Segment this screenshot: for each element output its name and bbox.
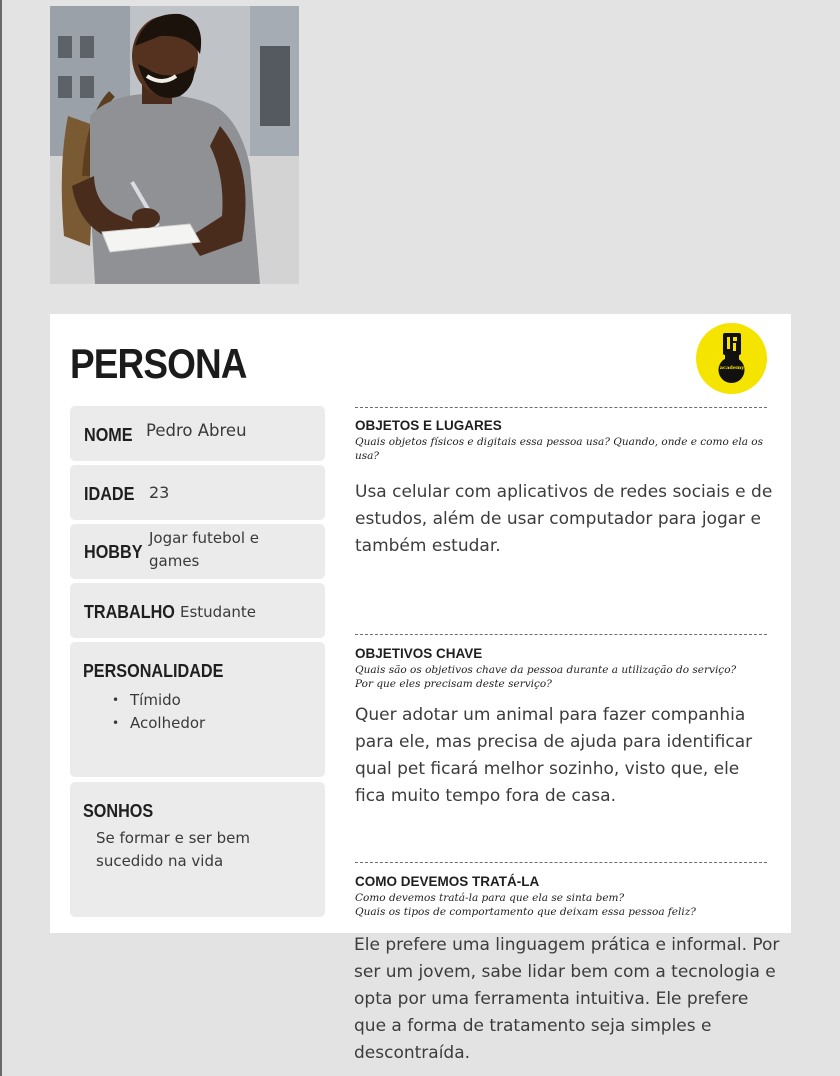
trabalho-label: TRABALHO <box>84 602 175 622</box>
list-item: • Tímido <box>112 689 205 712</box>
hobby-label: HOBBY <box>84 542 143 562</box>
list-item: • Acolhedor <box>112 712 205 735</box>
section-divider <box>355 634 767 635</box>
person-illustration <box>50 6 299 284</box>
section-divider <box>355 407 767 408</box>
field-sonhos <box>70 782 325 917</box>
section-question-tratamento <box>355 891 765 919</box>
hobby-value: Jogar futebol e games <box>149 529 260 570</box>
nome-value: Pedro Abreu <box>146 421 247 440</box>
idade-value: 23 <box>149 483 170 502</box>
trabalho-value: Estudante <box>180 603 257 621</box>
section-answer-tratamento: Ele prefere uma linguagem prática e informal. Por ser um jovem, sabe lidar bem com a tecnologia e opta por uma ferramenta intuitiva. Ele prefere que a forma de tratamento seja simples e descontraída. <box>354 935 780 1063</box>
section-title-tratamento: COMO DEVEMOS TRATÁ-LA <box>355 874 540 889</box>
question-line: Quais os tipos de comportamento que deixam essa pessoa feliz? <box>355 906 696 918</box>
left-border <box>0 0 2 1076</box>
logo-icon <box>696 323 767 394</box>
field-nome <box>70 406 325 461</box>
section-title-objetos: OBJETOS E LUGARES <box>355 418 502 433</box>
field-hobby <box>70 524 325 579</box>
idade-label: IDADE <box>84 484 135 504</box>
personalidade-label: PERSONALIDADE <box>83 661 224 681</box>
question-line: Por que eles precisam deste serviço? <box>355 678 552 690</box>
sonhos-value: Se formar e ser bem sucedido na vida <box>96 829 250 870</box>
field-personalidade <box>70 642 325 777</box>
page-title: PERSONA <box>70 340 247 387</box>
section-answer-objetivos: Quer adotar um animal para fazer companhia para ele, mas precisa de ajuda para identificar qual pet ficará melhor sozinho, visto que, ele fica muito tempo fora de casa. <box>355 705 753 806</box>
section-answer-objetos: Usa celular com aplicativos de redes sociais e de estudos, além de usar computador para jogar e também estudar. <box>355 482 773 556</box>
nome-label: NOME <box>84 425 133 445</box>
academy-logo <box>696 323 767 394</box>
logo-text: academy <box>719 365 745 371</box>
persona-card <box>50 314 791 933</box>
persona-photo <box>50 6 299 284</box>
sonhos-label: SONHOS <box>83 801 154 821</box>
section-question-objetos: Quais objetos físicos e digitais essa pessoa usa? Quando, onde e como ela os usa? <box>355 436 764 462</box>
section-question-objetivos <box>355 663 765 691</box>
section-title-objetivos: OBJETIVOS CHAVE <box>355 646 483 661</box>
field-trabalho <box>70 583 325 638</box>
personalidade-list <box>112 689 205 735</box>
section-divider <box>355 862 767 863</box>
question-line: Como devemos tratá-la para que ela se sinta bem? <box>355 892 625 904</box>
field-idade <box>70 465 325 520</box>
question-line: Quais são os objetivos chave da pessoa durante a utilização do serviço? <box>355 664 737 676</box>
